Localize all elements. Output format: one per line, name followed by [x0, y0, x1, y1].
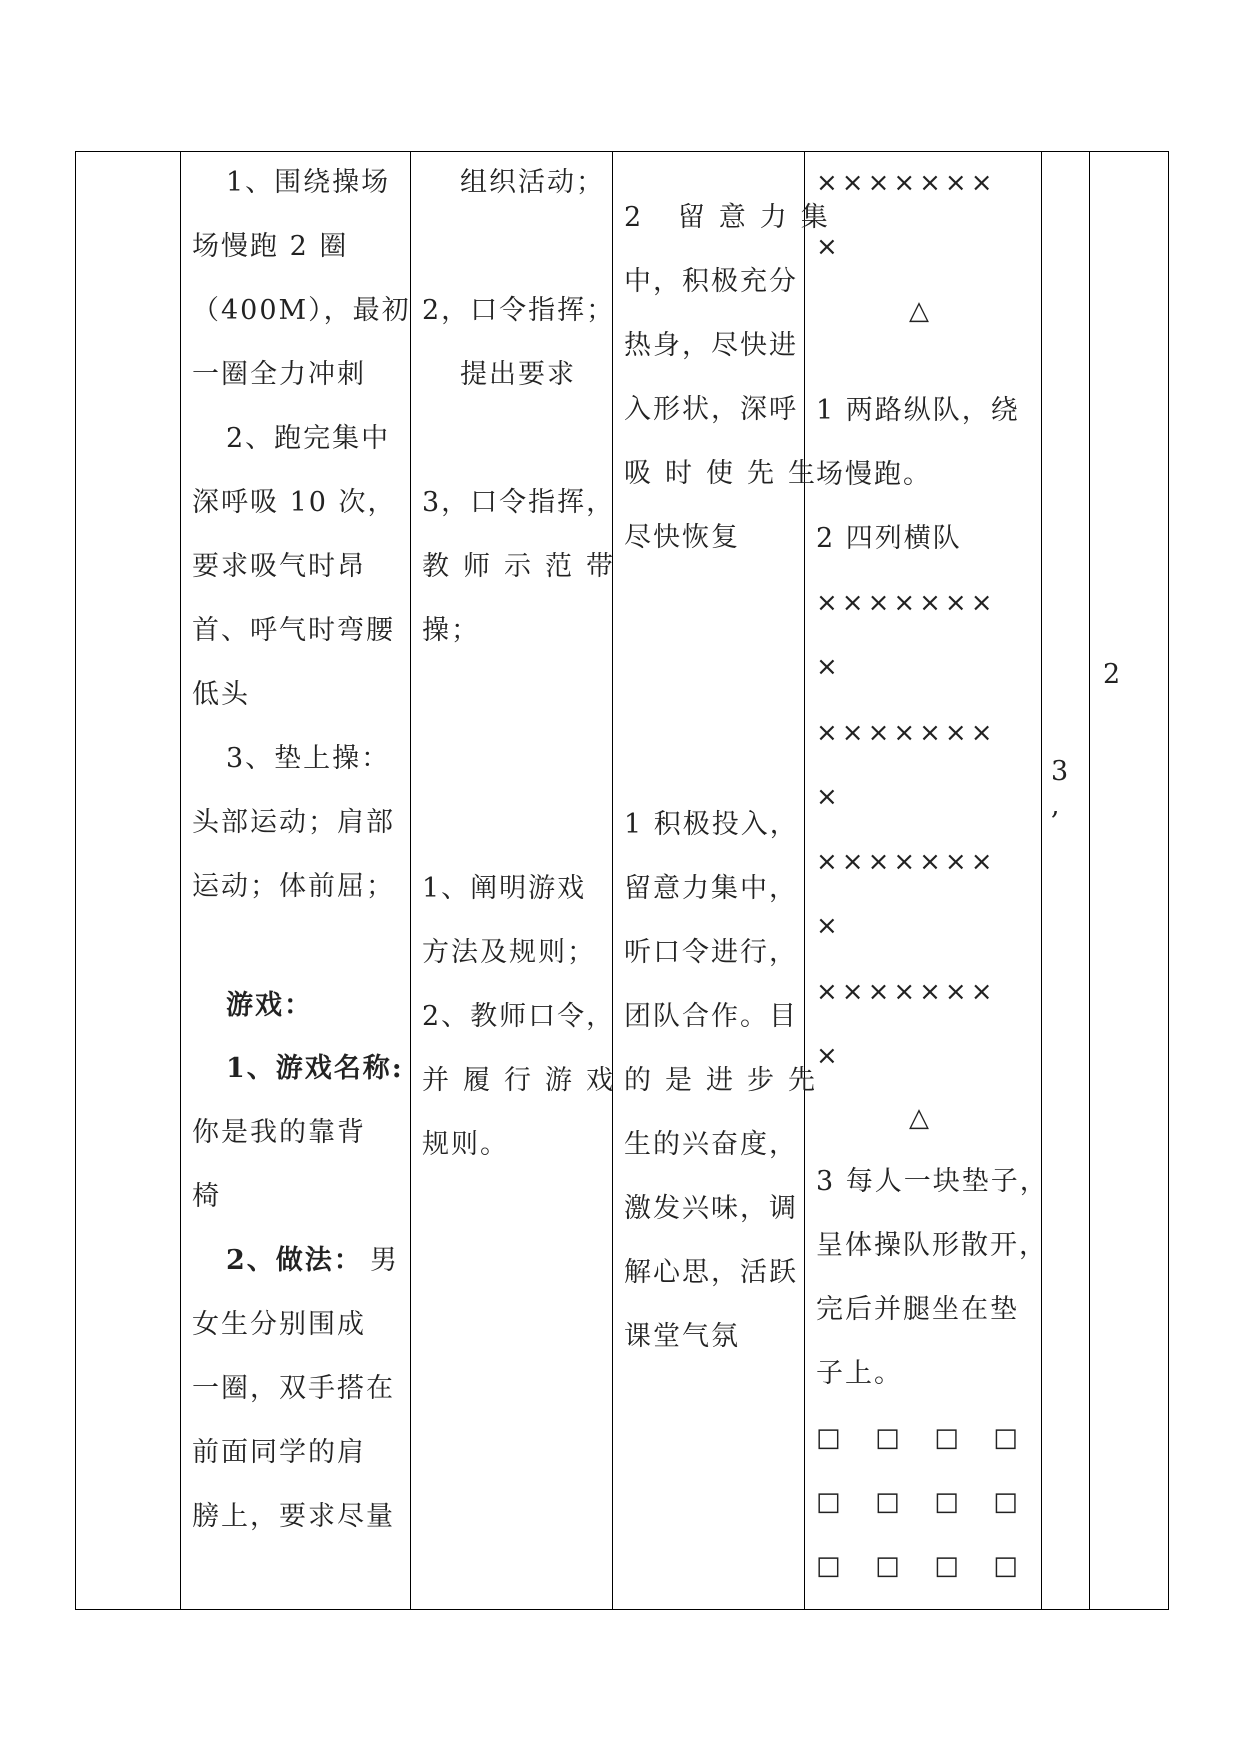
content-line: 首、呼气时弯腰: [192, 615, 395, 646]
content-line: （400M），最初: [192, 295, 411, 326]
content-line: 深呼吸 10 次，: [192, 487, 397, 518]
formation-row: ×××××××: [816, 977, 997, 1007]
content-line: 头部运动；肩部: [192, 807, 395, 838]
teacher-position-triangle: △: [909, 1103, 933, 1133]
formation-row-tail: ×: [816, 1041, 842, 1071]
count-column: [1089, 152, 1168, 1609]
formation-note: 子上。: [816, 1358, 903, 1389]
content-line: 低头: [192, 679, 250, 710]
game-name-label: 1、游戏名称:: [226, 1053, 404, 1084]
content-line: 一圈，双手搭在: [192, 1373, 395, 1404]
mat-squares-row: □ □ □ □: [816, 1487, 1024, 1517]
formation-row: ×××××××: [816, 847, 997, 877]
student-line: 激发兴味，调: [624, 1193, 798, 1224]
content-line: 场慢跑 2 圈: [192, 231, 349, 262]
teacher-line: 2，口令指挥；: [422, 295, 616, 326]
formation-column: [804, 152, 1049, 1609]
content-line: 膀上，要求尽量: [192, 1501, 395, 1532]
formation-note: 3 每人一块垫子，: [816, 1166, 1049, 1197]
formation-row-tail: ×: [816, 782, 842, 812]
content-line: 1、围绕操场: [226, 167, 391, 198]
student-line: 的是进步先: [624, 1065, 829, 1096]
student-line: 课堂气氛: [624, 1321, 740, 1352]
content-line: 男: [370, 1245, 399, 1276]
teacher-line: 3，口令指挥，: [422, 487, 616, 518]
student-column: [612, 152, 842, 1609]
content-line: 前面同学的肩: [192, 1437, 366, 1468]
content-line: 2、跑完集中: [226, 423, 391, 454]
game-heading: 游戏：: [226, 990, 313, 1021]
student-line: 2 留意力集: [624, 202, 842, 233]
content-line: 一圈全力冲刺: [192, 359, 366, 390]
content-line: 要求吸气时昂: [192, 551, 366, 582]
teacher-line: 规则。: [422, 1129, 509, 1160]
content-line: 椅: [192, 1181, 221, 1212]
student-line: 1 积极投入，: [624, 809, 799, 840]
student-line: 中，积极充分: [624, 266, 798, 297]
formation-row: ×××××××: [816, 588, 997, 618]
teacher-line: 并履行游戏: [422, 1065, 627, 1096]
student-line: 听口令进行，: [624, 937, 798, 968]
time-value: 3: [1051, 756, 1069, 787]
student-line: 留意力集中，: [624, 873, 798, 904]
student-line: 吸时使先生: [624, 458, 829, 489]
formation-row: ×××××××: [816, 718, 997, 748]
content-line: 你是我的靠背: [192, 1117, 366, 1148]
content-line: 3、垫上操：: [226, 743, 391, 774]
teacher-line: 组织活动；: [460, 167, 605, 198]
formation-row-tail: ×: [816, 232, 842, 262]
student-line: 热身，尽快进: [624, 330, 798, 361]
student-line: 解心思，活跃: [624, 1257, 798, 1288]
formation-row: ×××××××: [816, 168, 997, 198]
formation-note: 呈体操队形散开，: [816, 1230, 1048, 1261]
formation-note: 场慢跑。: [816, 459, 932, 490]
student-line: 入形状，深呼: [624, 394, 798, 425]
formation-note: 1 两路纵队，绕: [816, 395, 1020, 426]
formation-note: 2 四列横队: [816, 523, 962, 554]
content-column: [180, 152, 410, 1609]
formation-row-tail: ×: [816, 911, 842, 941]
mat-squares-row: □ □ □ □: [816, 1423, 1024, 1453]
content-line: 女生分别围成: [192, 1309, 366, 1340]
teacher-line: 教师示范带: [422, 551, 627, 582]
teacher-line: 1、阐明游戏: [422, 873, 587, 904]
teacher-line: 2、教师口令，: [422, 1001, 616, 1032]
lesson-plan-table: [75, 151, 1169, 1610]
teacher-position-triangle: △: [909, 296, 933, 326]
count-value: 2: [1103, 659, 1121, 690]
content-line: 运动；体前屈；: [192, 871, 395, 902]
teacher-line: 方法及规则；: [422, 937, 596, 968]
teacher-line: 提出要求: [460, 359, 576, 390]
student-line: 团队合作。目: [624, 1001, 798, 1032]
teacher-column: [410, 152, 627, 1609]
time-mark: ,: [1051, 790, 1060, 821]
formation-row-tail: ×: [816, 652, 842, 682]
formation-note: 完后并腿坐在垫: [816, 1294, 1019, 1325]
teacher-line: 操；: [422, 615, 480, 646]
student-line: 生的兴奋度，: [624, 1129, 798, 1160]
method-label: 2、做法：: [226, 1245, 363, 1276]
time-column: [1041, 152, 1089, 1609]
mat-squares-row: □ □ □ □: [816, 1551, 1024, 1581]
student-line: 尽快恢复: [624, 522, 740, 553]
